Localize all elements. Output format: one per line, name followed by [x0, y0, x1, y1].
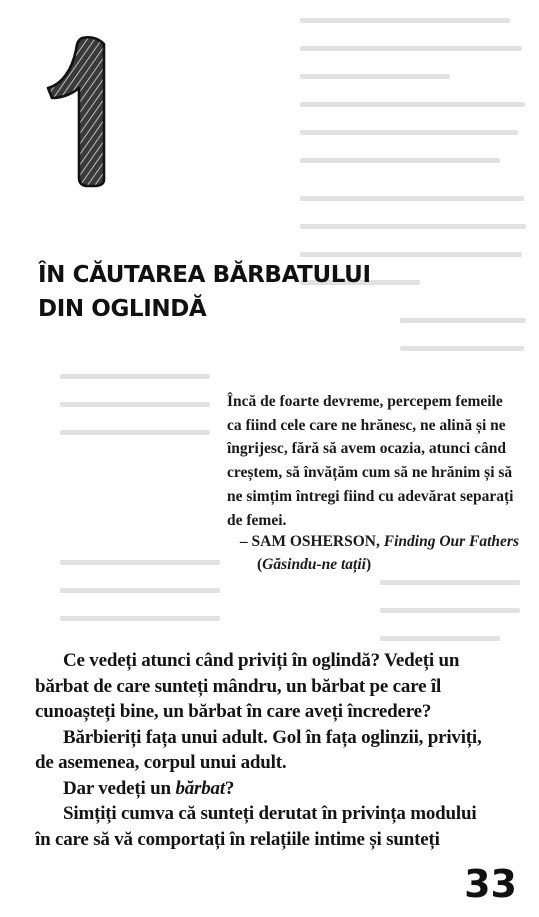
- chapter-title-line: ÎN CĂUTAREA BĂRBATULUI: [38, 262, 371, 288]
- epigraph-quote: [227, 390, 523, 532]
- epigraph-line: de femei.: [227, 511, 287, 529]
- epigraph-attribution: [227, 530, 519, 576]
- page-number: 33: [464, 862, 517, 906]
- body-line: Bărbieriți fața unui adult. Gol în fața oglinzii, priviți,: [63, 726, 482, 748]
- emphasized-word: bărbat: [175, 777, 225, 799]
- epigraph-line: creștem, să învățăm cum să ne hrănim și să: [227, 464, 513, 482]
- body-text: [35, 648, 525, 852]
- attribution-line: [227, 530, 519, 553]
- body-line: [35, 776, 525, 802]
- body-line: de asemenea, corpul unui adult.: [35, 752, 287, 773]
- epigraph-line: îngrijesc, fără să avem ocazia, atunci când: [227, 440, 506, 458]
- translation-open-paren: (: [257, 556, 263, 573]
- chapter-title-line: DIN OGLINDĂ: [38, 296, 207, 322]
- epigraph-line: ne simțim întregi fiind cu adevărat separați: [227, 487, 514, 505]
- epigraph-line: ca fiind cele care ne hrănesc, ne alină și ne: [227, 416, 506, 434]
- attribution-author: – SAM OSHERSON,: [239, 533, 380, 550]
- body-line: bărbat de care sunteți mândru, un bărbat pe care îl: [35, 675, 442, 697]
- body-line: Ce vedeți atunci când priviți în oglindă? Vedeți un: [63, 650, 460, 671]
- body-line: în care să vă comportați în relațiile intime și sunteți: [35, 828, 440, 850]
- translation-close-paren: ): [365, 556, 372, 573]
- body-line: cunoașteți bine, un bărbat în care aveți încredere?: [35, 701, 432, 722]
- chapter-title: [38, 258, 398, 326]
- translation-title: Găsindu-ne tații: [262, 556, 366, 573]
- attribution-book-title: Finding Our Fathers: [383, 533, 519, 550]
- body-line-prefix: Dar vedeți un: [63, 777, 176, 799]
- body-line-suffix: ?: [224, 777, 235, 799]
- chapter-number: [42, 30, 122, 188]
- epigraph-line: Încă de foarte devreme, percepem femeile: [227, 393, 503, 410]
- body-line: Simțiți cumva că sunteți derutat în privința modului: [63, 803, 477, 824]
- attribution-translation: [227, 553, 519, 576]
